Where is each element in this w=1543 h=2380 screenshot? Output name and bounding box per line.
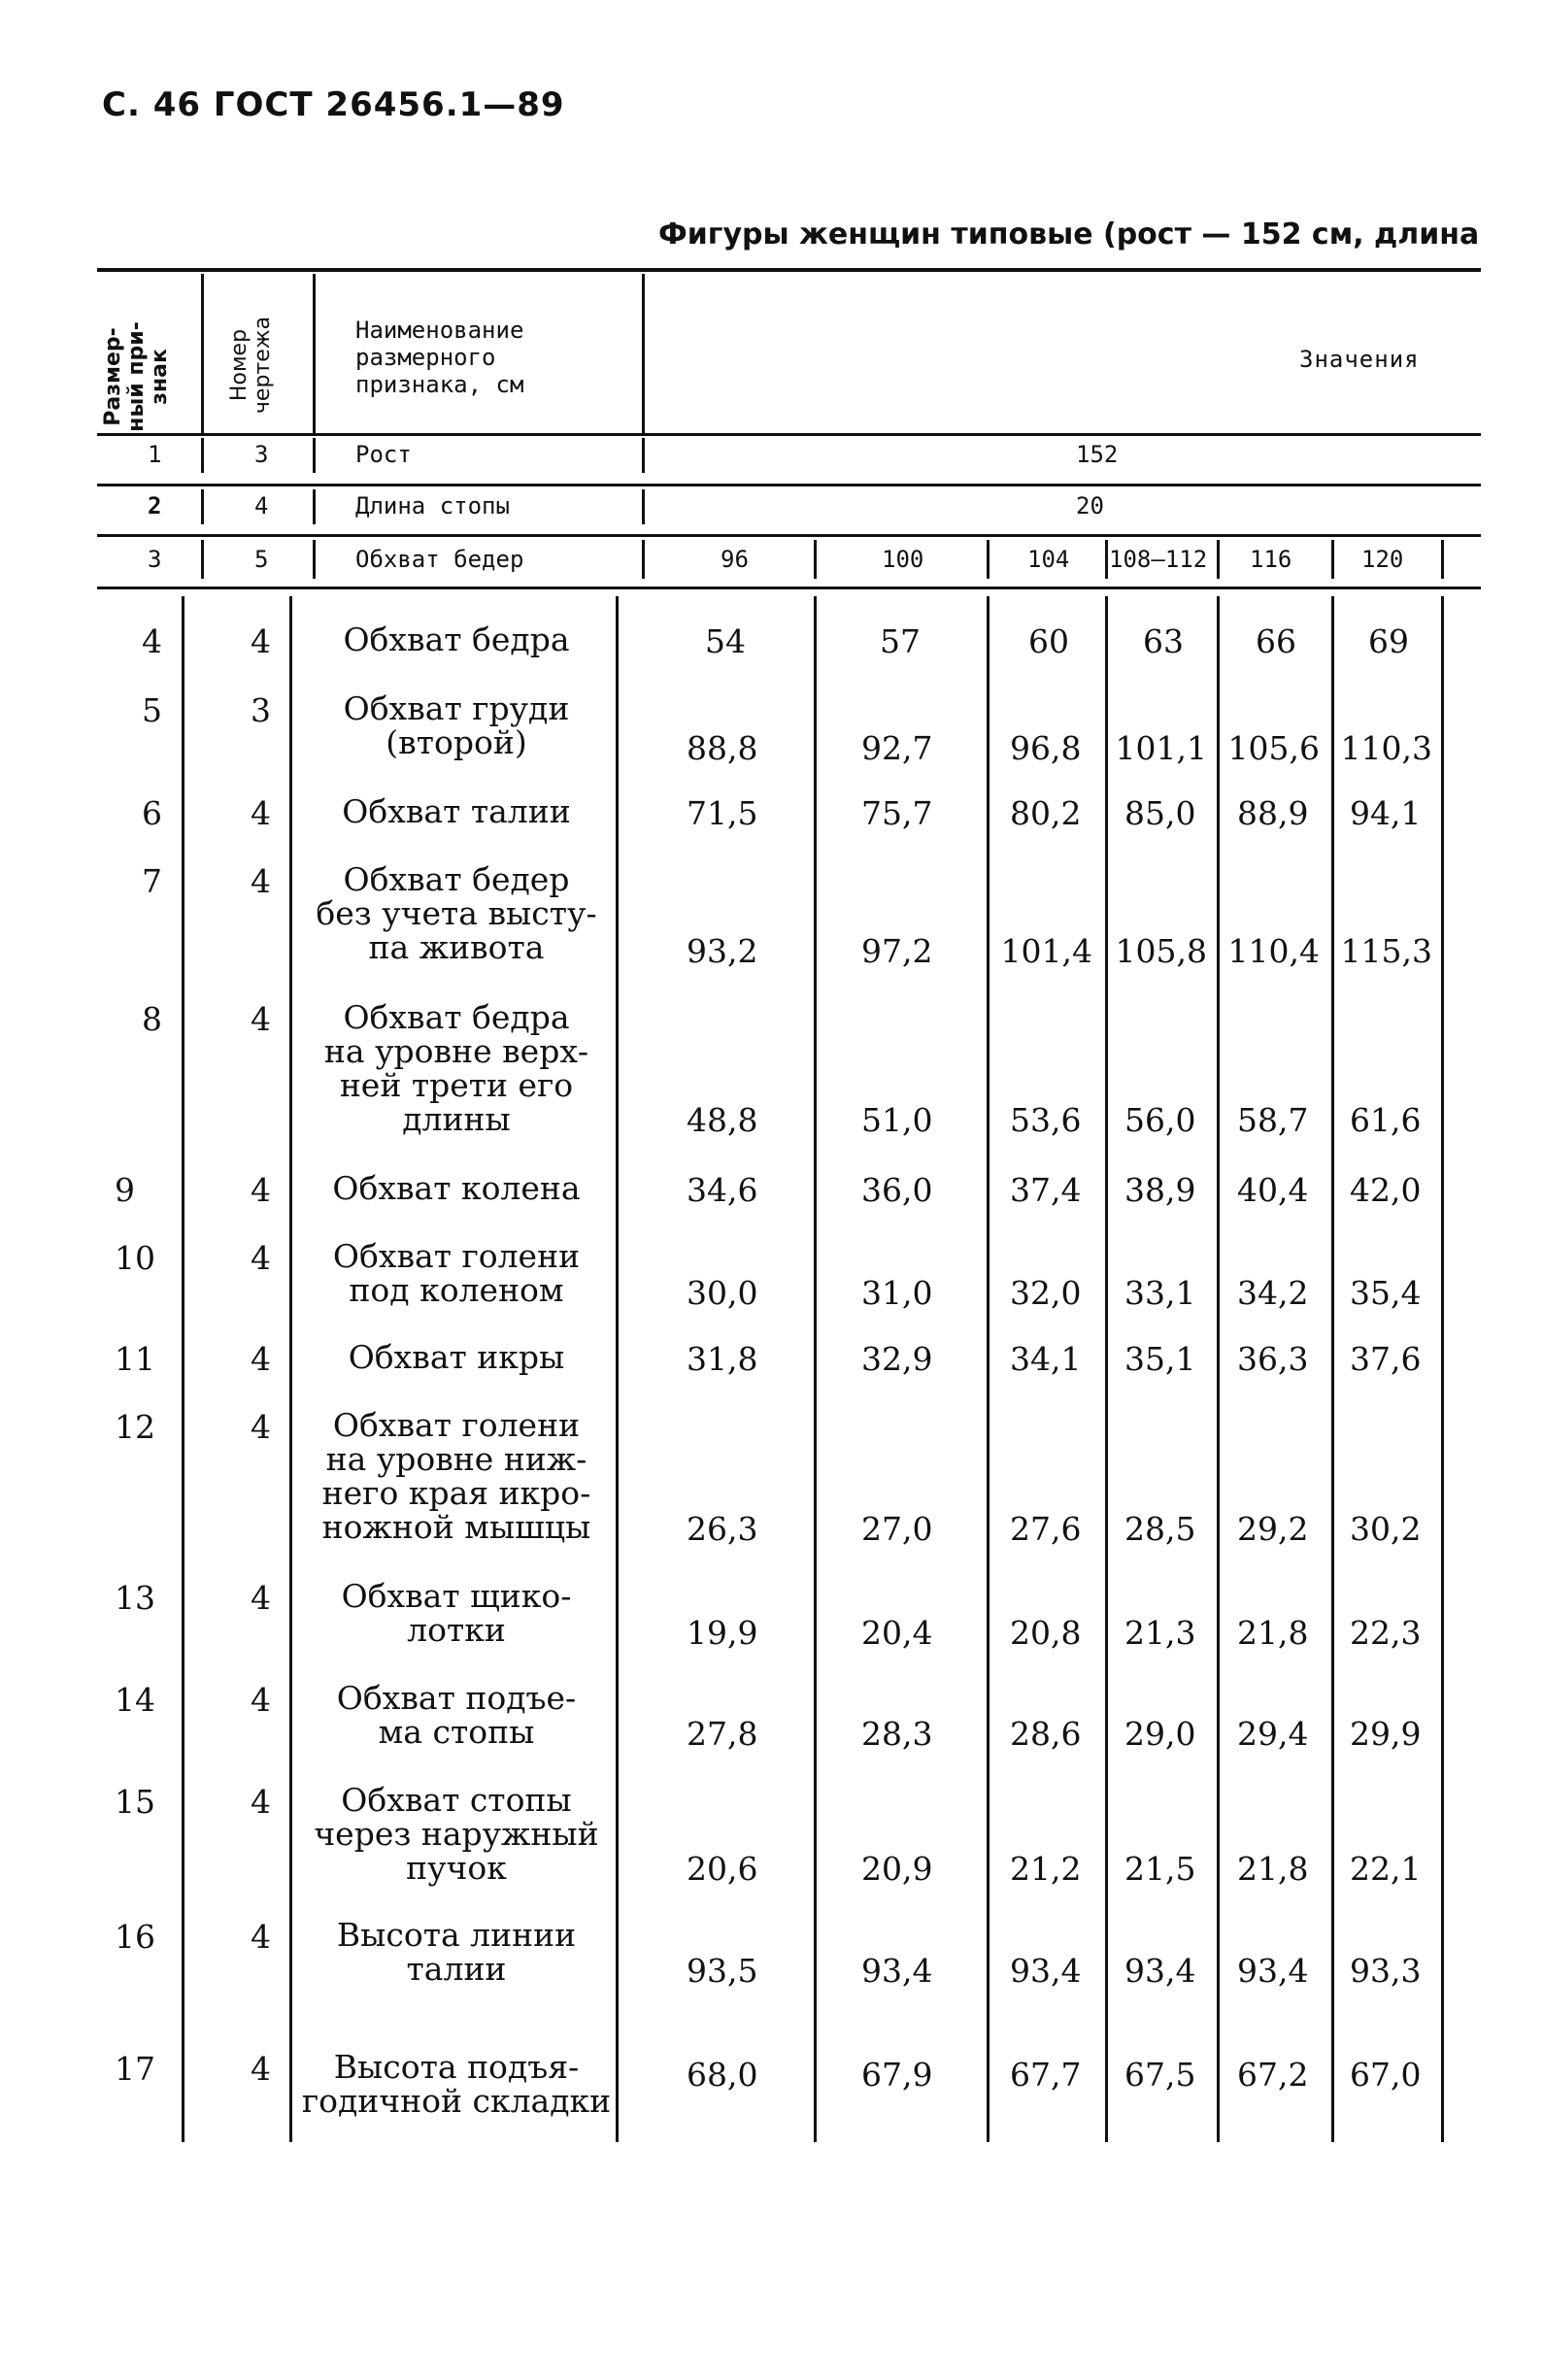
vrule xyxy=(642,540,645,579)
row-value: 66 xyxy=(1256,622,1296,660)
row-value: 67,0 xyxy=(1350,2056,1422,2094)
row-value: 110,4 xyxy=(1227,932,1320,970)
row-num: 15 xyxy=(115,1783,155,1821)
row-drawing: 4 xyxy=(251,862,271,900)
row-drawing: 4 xyxy=(251,622,271,660)
hip-value: 104 xyxy=(1027,546,1070,573)
row-value: 31,0 xyxy=(861,1274,933,1312)
row-value: 33,1 xyxy=(1124,1274,1196,1312)
vrule xyxy=(201,489,204,524)
row-num: 9 xyxy=(115,1171,135,1209)
row-name: Обхват голени на уровне ниж- него края икро- ножной мышцы xyxy=(321,1406,591,1546)
hip-value: 100 xyxy=(882,546,924,573)
row-value: 20 xyxy=(1076,492,1104,520)
row-value: 48,8 xyxy=(687,1101,758,1139)
row-value: 34,2 xyxy=(1237,1274,1309,1312)
row-value: 93,5 xyxy=(687,1952,758,1990)
row-drawing: 4 xyxy=(251,2050,271,2088)
row-drawing: 4 xyxy=(251,1681,271,1719)
row-drawing: 4 xyxy=(251,1239,271,1277)
row-num: 5 xyxy=(142,691,162,729)
row-value: 57 xyxy=(880,622,921,660)
row-drawing: 4 xyxy=(251,1408,271,1446)
row-num: 13 xyxy=(115,1579,155,1617)
row-value: 96,8 xyxy=(1010,729,1082,767)
row-value: 32,9 xyxy=(861,1340,933,1378)
rule-top xyxy=(97,268,1481,272)
page-header: С. 46 ГОСТ 26456.1—89 xyxy=(102,85,565,124)
row-value: 29,9 xyxy=(1350,1715,1422,1753)
row-num: 14 xyxy=(115,1681,155,1719)
row-num: 17 xyxy=(115,2050,155,2088)
row-value: 63 xyxy=(1143,622,1184,660)
row-value: 61,6 xyxy=(1350,1101,1422,1139)
vrule xyxy=(201,438,204,473)
row-name: Обхват икры xyxy=(348,1338,565,1376)
vrule xyxy=(642,438,645,473)
vrule xyxy=(201,540,204,579)
row-name: Высота линии талии xyxy=(336,1916,577,1988)
rule-row2 xyxy=(97,534,1481,537)
row-drawing: 4 xyxy=(251,1579,271,1617)
row-value: 36,0 xyxy=(861,1171,933,1209)
row-num: 2 xyxy=(148,492,162,520)
row-value: 29,2 xyxy=(1237,1510,1309,1548)
row-value: 42,0 xyxy=(1350,1171,1422,1209)
row-num: 7 xyxy=(142,862,162,900)
row-name: Обхват голени под коленом xyxy=(332,1237,581,1309)
row-drawing: 3 xyxy=(254,441,269,468)
row-value: 67,9 xyxy=(861,2056,933,2094)
vrule-b1 xyxy=(182,596,184,2142)
col-name-label: Наименование размерного признака, см xyxy=(355,317,524,398)
vrule xyxy=(1331,540,1334,579)
row-name: Обхват талии xyxy=(342,792,571,830)
row-num: 6 xyxy=(142,794,162,832)
rule-row1 xyxy=(97,484,1481,486)
row-drawing: 5 xyxy=(254,546,269,573)
vrule xyxy=(987,540,990,579)
vrule xyxy=(313,489,316,524)
row-value: 93,4 xyxy=(1010,1952,1082,1990)
row-value: 80,2 xyxy=(1010,794,1082,832)
row-name: Обхват колена xyxy=(332,1169,581,1207)
vrule-h3 xyxy=(642,274,645,433)
vrule xyxy=(313,438,316,473)
hip-value: 120 xyxy=(1361,546,1404,573)
row-value: 28,5 xyxy=(1124,1510,1196,1548)
row-value: 19,9 xyxy=(687,1614,758,1652)
row-value: 22,3 xyxy=(1350,1614,1422,1652)
row-value: 85,0 xyxy=(1124,794,1196,832)
row-value: 20,4 xyxy=(861,1614,933,1652)
row-value: 58,7 xyxy=(1237,1101,1309,1139)
row-value: 21,8 xyxy=(1237,1850,1309,1888)
row-name: Длина стопы xyxy=(355,492,510,520)
row-num: 8 xyxy=(142,1000,162,1038)
row-value: 69 xyxy=(1368,622,1409,660)
row-value: 53,6 xyxy=(1010,1101,1082,1139)
row-name: Обхват подъе- ма стопы xyxy=(336,1679,577,1751)
row-value: 93,3 xyxy=(1350,1952,1422,1990)
row-value: 54 xyxy=(705,622,746,660)
vrule-b5 xyxy=(987,596,990,2142)
row-value: 21,8 xyxy=(1237,1614,1309,1652)
row-value: 34,1 xyxy=(1010,1340,1082,1378)
hip-value: 108—112 xyxy=(1109,546,1208,573)
row-value: 88,9 xyxy=(1237,794,1309,832)
row-name: Обхват бедер xyxy=(355,546,524,573)
vrule-b7 xyxy=(1217,596,1220,2142)
row-value: 36,3 xyxy=(1237,1340,1309,1378)
row-name: Рост xyxy=(355,441,412,468)
row-num: 3 xyxy=(148,546,162,573)
row-value: 29,0 xyxy=(1124,1715,1196,1753)
row-value: 40,4 xyxy=(1237,1171,1309,1209)
row-num: 4 xyxy=(142,622,162,660)
vrule xyxy=(814,540,817,579)
row-value: 21,3 xyxy=(1124,1614,1196,1652)
hip-value: 96 xyxy=(721,546,749,573)
row-name: Обхват бедер без учета высту- па живота xyxy=(316,860,597,966)
row-value: 27,0 xyxy=(861,1510,933,1548)
row-value: 101,4 xyxy=(1000,932,1092,970)
row-value: 34,6 xyxy=(687,1171,758,1209)
row-value: 93,4 xyxy=(861,1952,933,1990)
vrule-b8 xyxy=(1331,596,1334,2142)
vrule xyxy=(1105,540,1108,579)
row-value: 37,6 xyxy=(1350,1340,1422,1378)
row-value: 115,3 xyxy=(1340,932,1432,970)
row-value: 30,2 xyxy=(1350,1510,1422,1548)
vrule xyxy=(1217,540,1220,579)
row-drawing: 4 xyxy=(254,492,269,520)
row-value: 92,7 xyxy=(861,729,933,767)
row-value: 51,0 xyxy=(861,1101,933,1139)
row-value: 35,4 xyxy=(1350,1274,1422,1312)
row-value: 75,7 xyxy=(861,794,933,832)
row-value: 27,8 xyxy=(687,1715,758,1753)
table-caption: Фигуры женщин типовые (рост — 152 см, длина xyxy=(658,218,1480,251)
row-drawing: 3 xyxy=(251,691,271,729)
vrule xyxy=(1441,540,1444,579)
row-name: Обхват стопы через наружный пучок xyxy=(314,1781,599,1887)
row-value: 101,1 xyxy=(1115,729,1207,767)
rule-row3 xyxy=(97,587,1481,589)
hip-value: 116 xyxy=(1250,546,1292,573)
row-value: 38,9 xyxy=(1124,1171,1196,1209)
col-size-label: Размер- ный при- знак xyxy=(101,321,172,432)
row-value: 37,4 xyxy=(1010,1171,1082,1209)
row-value: 20,9 xyxy=(861,1850,933,1888)
row-value: 32,0 xyxy=(1010,1274,1082,1312)
col-drawing-label: Номер чертежа xyxy=(227,316,275,415)
row-value: 94,1 xyxy=(1350,794,1422,832)
row-drawing: 4 xyxy=(251,1340,271,1378)
row-value: 152 xyxy=(1076,441,1119,468)
row-value: 97,2 xyxy=(861,932,933,970)
row-name: Обхват щико- лотки xyxy=(341,1577,572,1649)
row-value: 56,0 xyxy=(1124,1101,1196,1139)
row-num: 11 xyxy=(115,1340,155,1378)
row-value: 93,4 xyxy=(1124,1952,1196,1990)
row-drawing: 4 xyxy=(251,1918,271,1956)
vrule xyxy=(313,540,316,579)
row-name: Высота подъя- годичной складки xyxy=(301,2048,612,2120)
row-value: 68,0 xyxy=(687,2056,758,2094)
row-value: 60 xyxy=(1028,622,1069,660)
row-value: 21,5 xyxy=(1124,1850,1196,1888)
vrule-b6 xyxy=(1105,596,1108,2142)
row-value: 20,6 xyxy=(687,1850,758,1888)
row-num: 1 xyxy=(148,441,162,468)
row-value: 21,2 xyxy=(1010,1850,1082,1888)
row-value: 105,6 xyxy=(1227,729,1320,767)
vrule-h2 xyxy=(313,274,316,433)
row-value: 110,3 xyxy=(1340,729,1432,767)
row-value: 67,5 xyxy=(1124,2056,1196,2094)
row-value: 93,2 xyxy=(687,932,758,970)
row-value: 29,4 xyxy=(1237,1715,1309,1753)
row-value: 93,4 xyxy=(1237,1952,1309,1990)
row-value: 71,5 xyxy=(687,794,758,832)
row-value: 20,8 xyxy=(1010,1614,1082,1652)
row-value: 26,3 xyxy=(687,1510,758,1548)
row-drawing: 4 xyxy=(251,1783,271,1821)
row-drawing: 4 xyxy=(251,1171,271,1209)
row-value: 30,0 xyxy=(687,1274,758,1312)
row-value: 22,1 xyxy=(1350,1850,1422,1888)
row-value: 35,1 xyxy=(1124,1340,1196,1378)
col-values-label: Значения xyxy=(1299,346,1420,373)
row-value: 31,8 xyxy=(687,1340,758,1378)
row-num: 12 xyxy=(115,1408,155,1446)
vrule xyxy=(642,489,645,524)
vrule-b3 xyxy=(616,596,619,2142)
row-value: 27,6 xyxy=(1010,1510,1082,1548)
row-name: Обхват груди (второй) xyxy=(343,689,570,761)
vrule-h1 xyxy=(201,274,204,433)
row-value: 67,2 xyxy=(1237,2056,1309,2094)
row-value: 28,6 xyxy=(1010,1715,1082,1753)
row-value: 105,8 xyxy=(1115,932,1207,970)
row-name: Обхват бедра на уровне верх- ней трети его длины xyxy=(323,998,589,1138)
row-value: 28,3 xyxy=(861,1715,933,1753)
row-value: 88,8 xyxy=(687,729,758,767)
row-num: 10 xyxy=(115,1239,155,1277)
row-drawing: 4 xyxy=(251,1000,271,1038)
row-name: Обхват бедра xyxy=(343,620,570,658)
row-value: 67,7 xyxy=(1010,2056,1082,2094)
vrule-b9 xyxy=(1441,596,1444,2142)
vrule-b4 xyxy=(814,596,817,2142)
rule-header-bottom xyxy=(97,433,1481,436)
vrule-b2 xyxy=(289,596,292,2142)
row-num: 16 xyxy=(115,1918,155,1956)
row-drawing: 4 xyxy=(251,794,271,832)
